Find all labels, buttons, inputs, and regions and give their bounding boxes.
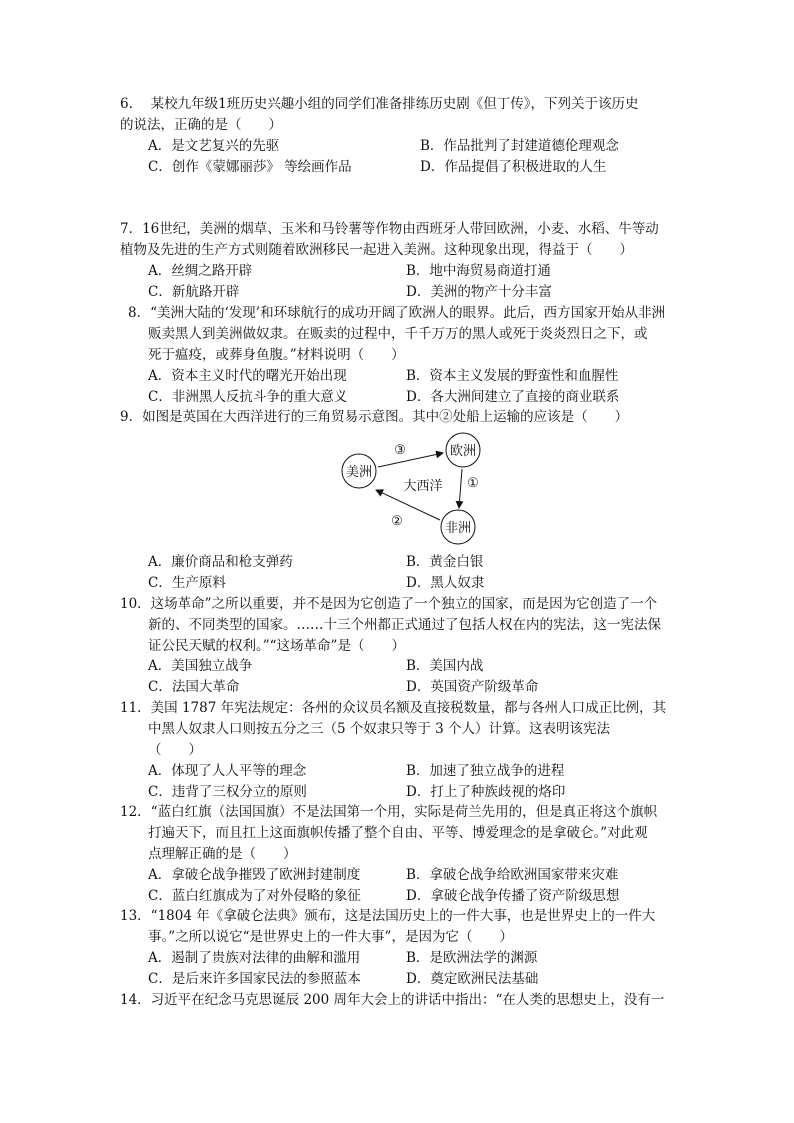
option-a: A．拿破仑战争摧毁了欧洲封建制度 — [148, 867, 361, 883]
option-d: D．英国资产阶级革命 — [406, 679, 539, 695]
option-c: C．非洲黑人反抗斗争的重大意义 — [148, 389, 348, 405]
question-text: 死于瘟疫，或葬身鱼腹。”材料说明（ ） — [148, 347, 405, 363]
option-b: B．地中海贸易商道打通 — [406, 263, 551, 279]
option-d: D．黑人奴隶 — [406, 575, 485, 591]
option-a: A．廉价商品和枪支弹药 — [148, 554, 293, 570]
option-d: D．拿破仑战争传播了资产阶级思想 — [406, 888, 620, 904]
node-label: 美洲 — [345, 465, 373, 480]
option-b: B．作品批判了封建道德伦理观念 — [420, 138, 619, 154]
question-text: 6. 某校九年级1班历史兴趣小组的同学们准备排练历史剧《但丁传》，下列关于该历史 — [120, 96, 639, 112]
question-text: 新的、不同类型的国家。……十三个州都正式通过了包括人权在内的宪法，这一宪法保 — [148, 617, 661, 633]
option-c: C．创作《蒙娜丽莎》 等绘画作品 — [148, 159, 352, 175]
arrow-africa-america — [376, 490, 440, 520]
question-text: 13．“1804 年《拿破仑法典》颁布，这是法国历史上的一件大事，也是世界史上的一件大 — [120, 908, 656, 924]
question-text: 8．“美洲大陆的‘发现’和环球航行的成功开阔了欧洲人的眼界。此后，西方国家开始从非洲 — [128, 305, 666, 321]
option-a: A．体现了人人平等的理念 — [148, 763, 307, 779]
option-b: B．拿破仑战争给欧洲国家带来灾难 — [406, 867, 619, 883]
question-text: 打遍天下，而且扛上这面旗帜传播了整个自由、平等、博爱理念的是拿破仑。”对此观 — [148, 825, 648, 841]
option-d: D．美洲的物产十分丰富 — [406, 284, 552, 300]
option-d: D．打上了种族歧视的烙印 — [406, 784, 566, 800]
question-text: 事。”之所以说它“是世界史上的一件大事”，是因为它（ ） — [148, 929, 513, 945]
question-text: （ ） — [148, 742, 202, 758]
option-c: C．生产原料 — [148, 575, 226, 591]
ocean-label: 大西洋 — [403, 479, 443, 494]
option-a: A．美国独立战争 — [148, 658, 253, 674]
arrow-europe-africa — [459, 469, 462, 508]
mark-2: ② — [391, 514, 403, 529]
question-text: 12．“蓝白红旗（法国国旗）不是法国第一个用，实际是荷兰先用的，但是真正将这个旗帜 — [120, 804, 658, 820]
node-label: 欧洲 — [449, 444, 477, 459]
triangle-trade-svg — [330, 430, 490, 545]
mark-3: ③ — [394, 443, 406, 458]
option-a: A．资本主义时代的曙光开始出现 — [148, 368, 347, 384]
question-text: 中黑人奴隶人口则按五分之三（5 个奴隶只等于 3 个人）计算。这表明该宪法 — [148, 721, 611, 737]
option-c: C．新航路开辟 — [148, 284, 240, 300]
option-c: C．是后来许多国家民法的参照蓝本 — [148, 971, 361, 987]
option-b: B．资本主义发展的野蛮性和血腥性 — [406, 368, 619, 384]
node-label: 非洲 — [444, 521, 472, 536]
question-text: 的说法，正确的是（ ） — [120, 117, 282, 133]
option-a: A．遏制了贵族对法律的曲解和滥用 — [148, 950, 361, 966]
option-d: D．作品提倡了积极进取的人生 — [420, 159, 607, 175]
option-d: D．各大洲间建立了直接的商业联系 — [406, 389, 620, 405]
option-b: B．是欧洲法学的渊源 — [406, 950, 538, 966]
question-text: 10．这场革命”之所以重要，并不是因为它创造了一个独立的国家，而是因为它创造了一个 — [120, 596, 658, 612]
question-text: 点理解正确的是（ ） — [148, 846, 297, 862]
option-a: A．丝绸之路开辟 — [148, 263, 253, 279]
question-text: 14．习近平在纪念马克思诞辰 200 周年大会上的讲话中指出：“在人类的思想史上，没有一 — [120, 992, 665, 1008]
question-text: 11．美国 1787 年宪法规定：各州的众议员名额及直接税数量，都与各州人口成正比例，其 — [120, 700, 667, 716]
arrow-america-europe — [378, 453, 443, 467]
mark-1: ① — [467, 476, 479, 491]
question-text: 证公民天赋的权利。”“这场革命”是（ ） — [148, 638, 405, 654]
option-c: C．蓝白红旗成为了对外侵略的象征 — [148, 888, 361, 904]
option-c: C．法国大革命 — [148, 679, 240, 695]
question-text: 9．如图是英国在大西洋进行的三角贸易示意图。其中②处船上运输的应该是（ ） — [120, 409, 629, 425]
option-b: B．美国内战 — [406, 658, 484, 674]
triangle-trade-diagram — [330, 430, 490, 545]
option-a: A．是文艺复兴的先驱 — [148, 138, 280, 154]
question-text: 贩卖黑人到美洲做奴隶。在贩卖的过程中，千千万万的黑人或死于炎炎烈日之下，或 — [148, 326, 648, 342]
question-text: 植物及先进的生产方式则随着欧洲移民一起进入美洲。这种现象出现，得益于（ ） — [120, 242, 633, 258]
option-b: B．黄金白银 — [406, 554, 484, 570]
option-c: C．违背了三权分立的原则 — [148, 784, 307, 800]
option-b: B．加速了独立战争的进程 — [406, 763, 565, 779]
option-d: D．奠定欧洲民法基础 — [406, 971, 539, 987]
question-text: 7．16世纪，美洲的烟草、玉米和马铃薯等作物由西班牙人带回欧洲，小麦、水稻、牛等动 — [120, 221, 659, 237]
